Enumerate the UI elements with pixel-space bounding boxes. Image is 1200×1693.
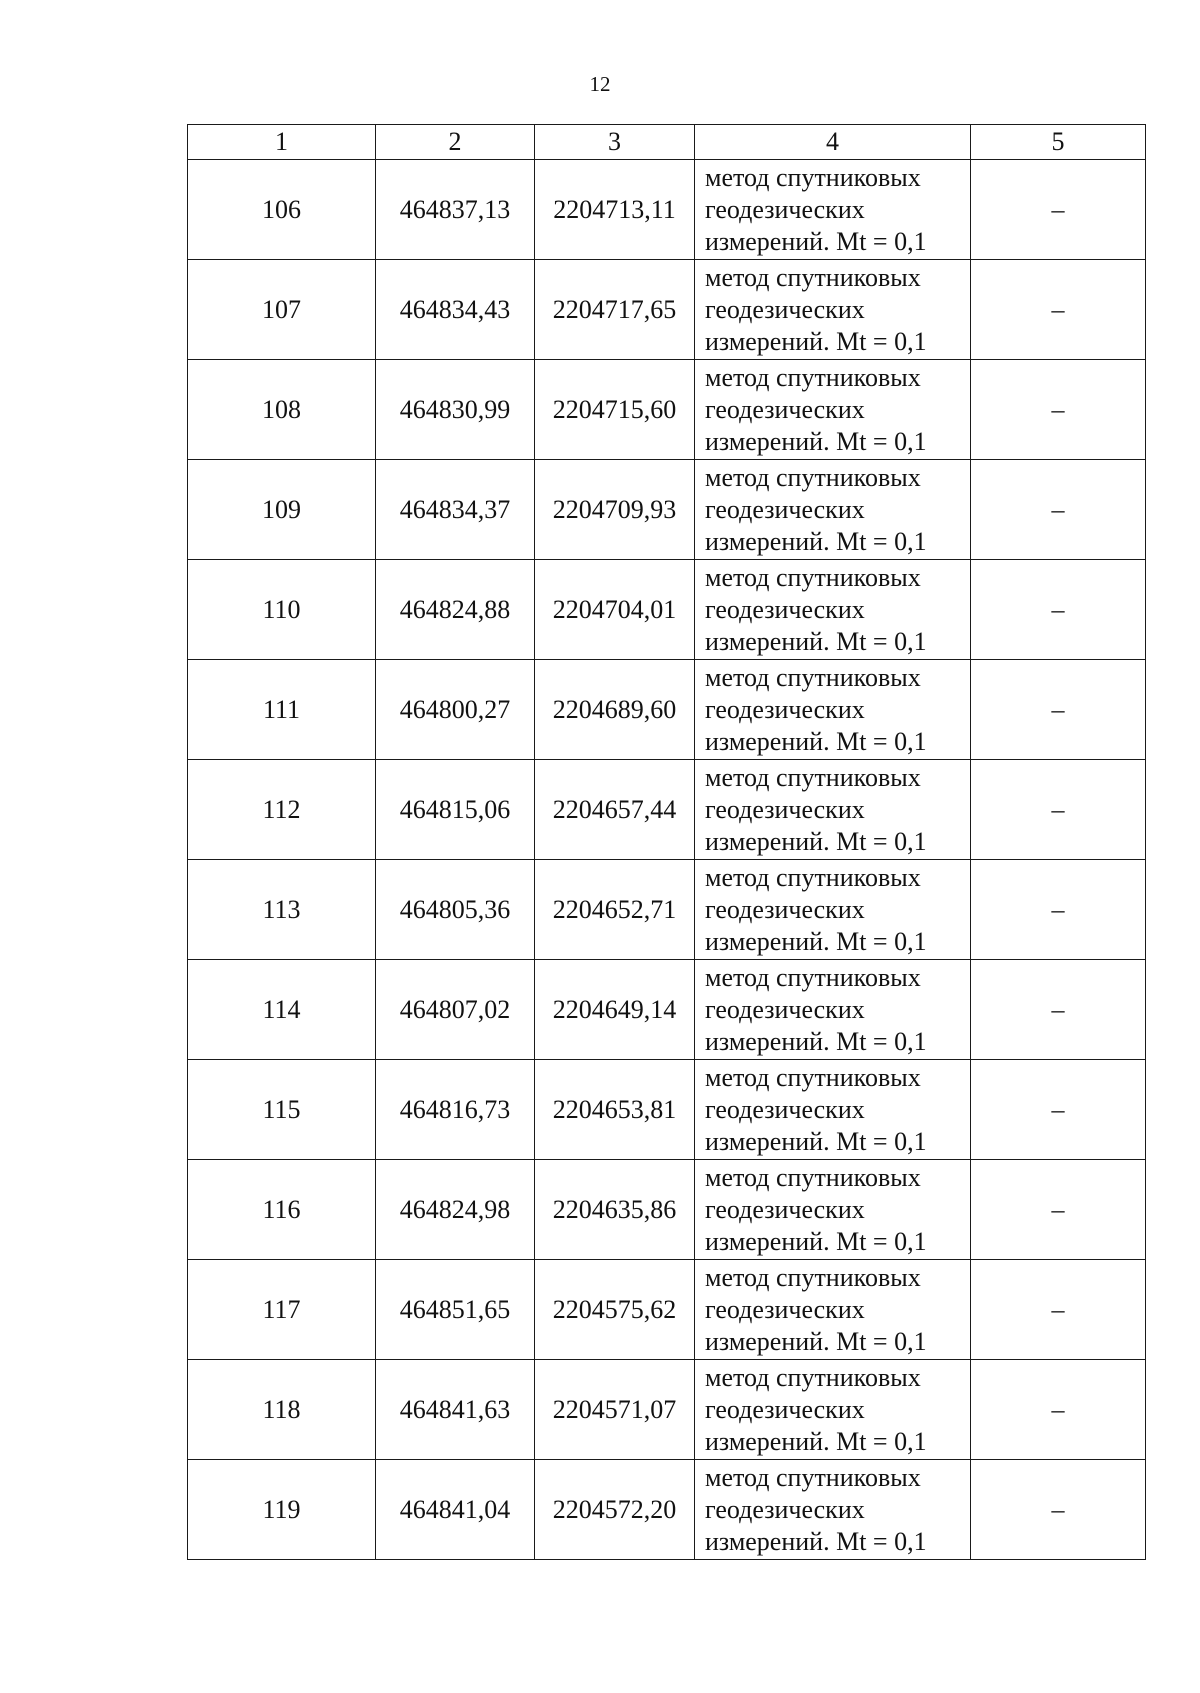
table-row [188,1060,1146,1160]
note-cell: – [971,960,1146,1060]
method-line: метод спутниковых [705,1362,921,1392]
method-line: метод спутниковых [705,562,921,592]
table-row [188,660,1146,760]
method-line: метод спутниковых [705,1062,921,1092]
y-coordinate-cell: 2204713,11 [535,160,695,260]
method-line: метод спутниковых [705,462,921,492]
x-coordinate-cell: 464800,27 [376,660,535,760]
y-coordinate-cell: 2204571,07 [535,1360,695,1460]
x-coordinate-cell: 464851,65 [376,1260,535,1360]
method-line: геодезических [705,1294,865,1324]
note-cell: – [971,860,1146,960]
table-row [188,1160,1146,1260]
method-line: геодезических [705,594,865,624]
x-coordinate-cell: 464841,04 [376,1460,535,1560]
x-coordinate-cell: 464805,36 [376,860,535,960]
method-line: геодезических [705,1394,865,1424]
table-row [188,260,1146,360]
x-coordinate-cell: 464834,43 [376,260,535,360]
note-cell: – [971,1460,1146,1560]
point-number-cell: 107 [188,260,376,360]
table-row [188,960,1146,1060]
method-line: измерений. Mt = 0,1 [705,1526,927,1556]
coordinates-table [187,124,1146,1560]
table-header [188,125,1146,160]
table-row [188,360,1146,460]
point-number-cell: 108 [188,360,376,460]
y-coordinate-cell: 2204653,81 [535,1060,695,1160]
note-cell: – [971,1060,1146,1160]
method-line: геодезических [705,294,865,324]
method-line: метод спутниковых [705,662,921,692]
point-number-cell: 113 [188,860,376,960]
method-cell [695,660,971,760]
method-line: геодезических [705,1494,865,1524]
note-cell: – [971,660,1146,760]
point-number-cell: 119 [188,1460,376,1560]
table-row [188,860,1146,960]
method-line: геодезических [705,894,865,924]
point-number-cell: 117 [188,1260,376,1360]
note-cell: – [971,360,1146,460]
column-header-1: 1 [188,125,376,160]
method-line: измерений. Mt = 0,1 [705,826,927,856]
y-coordinate-cell: 2204689,60 [535,660,695,760]
note-cell: – [971,1160,1146,1260]
method-cell [695,160,971,260]
method-line: измерений. Mt = 0,1 [705,1426,927,1456]
point-number-cell: 106 [188,160,376,260]
note-cell: – [971,260,1146,360]
table-row [188,460,1146,560]
method-line: геодезических [705,394,865,424]
y-coordinate-cell: 2204704,01 [535,560,695,660]
method-line: метод спутниковых [705,1162,921,1192]
method-line: геодезических [705,694,865,724]
page-number: 12 [589,72,611,96]
table-row [188,1460,1146,1560]
note-cell: – [971,760,1146,860]
table-row [188,760,1146,860]
table-body [188,160,1146,1560]
method-line: метод спутниковых [705,362,921,392]
column-header-4: 4 [695,125,971,160]
method-line: геодезических [705,994,865,1024]
note-cell: – [971,560,1146,660]
note-cell: – [971,460,1146,560]
method-cell [695,760,971,860]
method-line: измерений. Mt = 0,1 [705,526,927,556]
method-line: измерений. Mt = 0,1 [705,626,927,656]
method-cell [695,260,971,360]
table-row [188,1360,1146,1460]
method-line: метод спутниковых [705,1262,921,1292]
method-cell [695,1060,971,1160]
note-cell: – [971,1360,1146,1460]
method-line: измерений. Mt = 0,1 [705,1126,927,1156]
method-line: измерений. Mt = 0,1 [705,1326,927,1356]
method-line: метод спутниковых [705,162,921,192]
y-coordinate-cell: 2204572,20 [535,1460,695,1560]
method-line: измерений. Mt = 0,1 [705,1026,927,1056]
method-cell [695,1360,971,1460]
column-header-5: 5 [971,125,1146,160]
y-coordinate-cell: 2204715,60 [535,360,695,460]
method-line: метод спутниковых [705,962,921,992]
method-line: геодезических [705,494,865,524]
x-coordinate-cell: 464830,99 [376,360,535,460]
method-cell [695,860,971,960]
point-number-cell: 118 [188,1360,376,1460]
point-number-cell: 111 [188,660,376,760]
y-coordinate-cell: 2204575,62 [535,1260,695,1360]
method-line: метод спутниковых [705,762,921,792]
method-line: измерений. Mt = 0,1 [705,426,927,456]
y-coordinate-cell: 2204657,44 [535,760,695,860]
x-coordinate-cell: 464815,06 [376,760,535,860]
y-coordinate-cell: 2204717,65 [535,260,695,360]
method-line: геодезических [705,794,865,824]
method-cell [695,1160,971,1260]
method-line: метод спутниковых [705,1462,921,1492]
method-cell [695,360,971,460]
point-number-cell: 114 [188,960,376,1060]
method-line: измерений. Mt = 0,1 [705,926,927,956]
method-cell [695,960,971,1060]
method-line: измерений. Mt = 0,1 [705,726,927,756]
header-row [188,125,1146,160]
x-coordinate-cell: 464816,73 [376,1060,535,1160]
x-coordinate-cell: 464841,63 [376,1360,535,1460]
method-line: метод спутниковых [705,862,921,892]
method-line: геодезических [705,1094,865,1124]
note-cell: – [971,1260,1146,1360]
method-line: измерений. Mt = 0,1 [705,326,927,356]
table-row [188,160,1146,260]
x-coordinate-cell: 464824,98 [376,1160,535,1260]
point-number-cell: 115 [188,1060,376,1160]
point-number-cell: 110 [188,560,376,660]
method-cell [695,560,971,660]
point-number-cell: 116 [188,1160,376,1260]
y-coordinate-cell: 2204652,71 [535,860,695,960]
point-number-cell: 109 [188,460,376,560]
x-coordinate-cell: 464807,02 [376,960,535,1060]
method-cell [695,1460,971,1560]
x-coordinate-cell: 464834,37 [376,460,535,560]
y-coordinate-cell: 2204709,93 [535,460,695,560]
table-row [188,1260,1146,1360]
y-coordinate-cell: 2204635,86 [535,1160,695,1260]
method-line: геодезических [705,1194,865,1224]
method-line: геодезических [705,194,865,224]
column-header-2: 2 [376,125,535,160]
column-header-3: 3 [535,125,695,160]
method-cell [695,1260,971,1360]
y-coordinate-cell: 2204649,14 [535,960,695,1060]
note-cell: – [971,160,1146,260]
x-coordinate-cell: 464824,88 [376,560,535,660]
method-cell [695,460,971,560]
method-line: измерений. Mt = 0,1 [705,1226,927,1256]
table-row [188,560,1146,660]
x-coordinate-cell: 464837,13 [376,160,535,260]
method-line: измерений. Mt = 0,1 [705,226,927,256]
method-line: метод спутниковых [705,262,921,292]
point-number-cell: 112 [188,760,376,860]
